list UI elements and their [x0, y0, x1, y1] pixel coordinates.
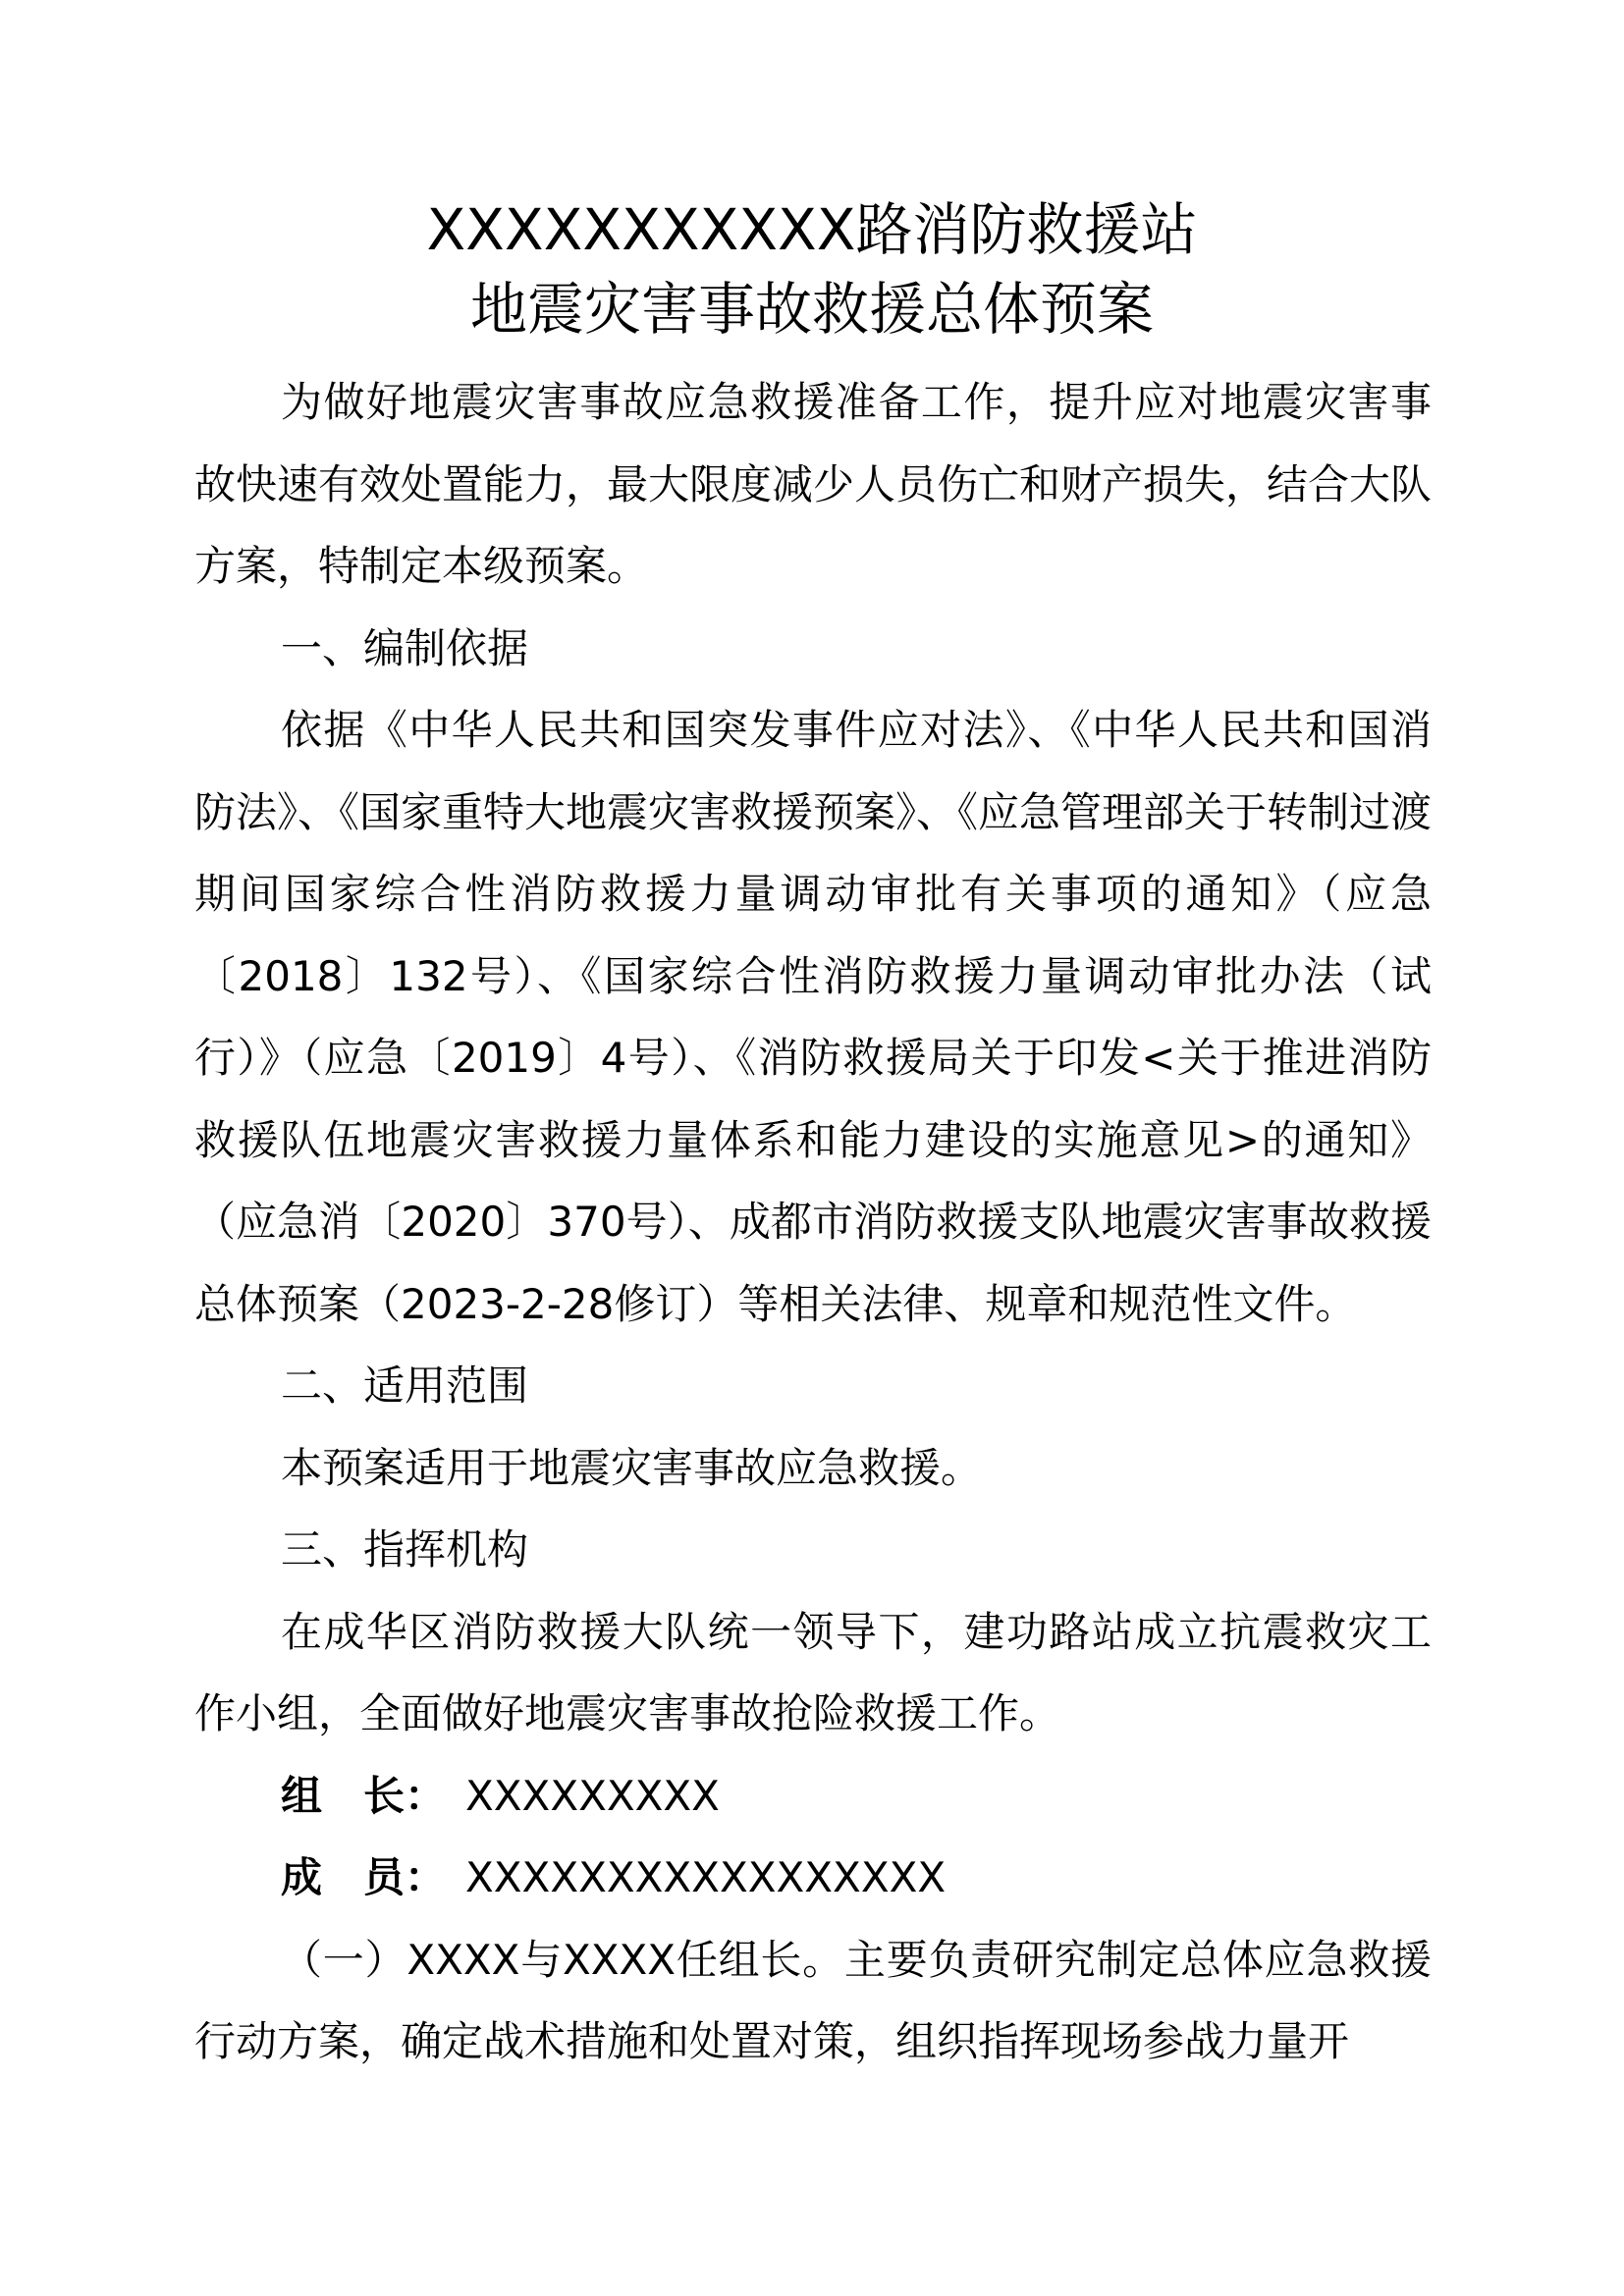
members-line	[194, 1837, 1432, 1919]
members-value: XXXXXXXXXXXXXXXXX	[465, 1853, 947, 1901]
leader-label: 组 长：	[281, 1771, 447, 1820]
leader-duty-paragraph: （一）XXXX与XXXX任组长。主要负责研究制定总体应急救援行动方案，确定战术措施和处置对策，组织指挥现场参战力量开	[194, 1935, 1432, 2065]
leader-line	[194, 1755, 1432, 1838]
scope-paragraph: 本预案适用于地震灾害事故应急救援。	[281, 1443, 983, 1492]
leader-value: XXXXXXXXX	[465, 1771, 720, 1820]
title-line-1: XXXXXXXXXXX路消防救援站	[426, 196, 1198, 263]
section-heading-scope: 二、适用范围	[281, 1362, 529, 1410]
intro-paragraph: 为做好地震灾害事故应急救援准备工作，提升应对地震灾害事故快速有效处置能力，最大限度减少人员伤亡和财产损失，结合大队方案，特制定本级预案。	[194, 378, 1433, 590]
section-heading-basis: 一、编制依据	[281, 623, 529, 672]
command-paragraph: 在成华区消防救援大队统一领导下，建功路站成立抗震救灾工作小组，全面做好地震灾害事故抢险救援工作。	[194, 1607, 1432, 1737]
members-label: 成 员：	[281, 1853, 447, 1901]
document-title	[0, 195, 1624, 264]
document-body	[194, 361, 1432, 2083]
basis-paragraph: 依据《中华人民共和国突发事件应对法》、《中华人民共和国消防法》、《国家重特大地震灾害救援预案》、《应急管理部关于转制过渡期间国家综合性消防救援力量调动审批有关事项的通知》（应急〔2018〕132号）、《国家综合性消防救援力量调动审批办法（试行）》（应急〔2019〕4号）、《消防救援局关于印发<关于推进消防救援队伍地震灾害救援力量体系和能力建设的实施意见>的通知》（应急消〔2020〕370号）、成都市消防救援支队地震灾害事故救援总体预案（2023-2-28修订）等相关法律、规章和规范性文件。	[194, 706, 1433, 1328]
title-line-2: 地震灾害事故救援总体预案	[469, 276, 1154, 343]
section-heading-command: 三、指挥机构	[281, 1525, 529, 1574]
document-subtitle	[0, 275, 1624, 344]
